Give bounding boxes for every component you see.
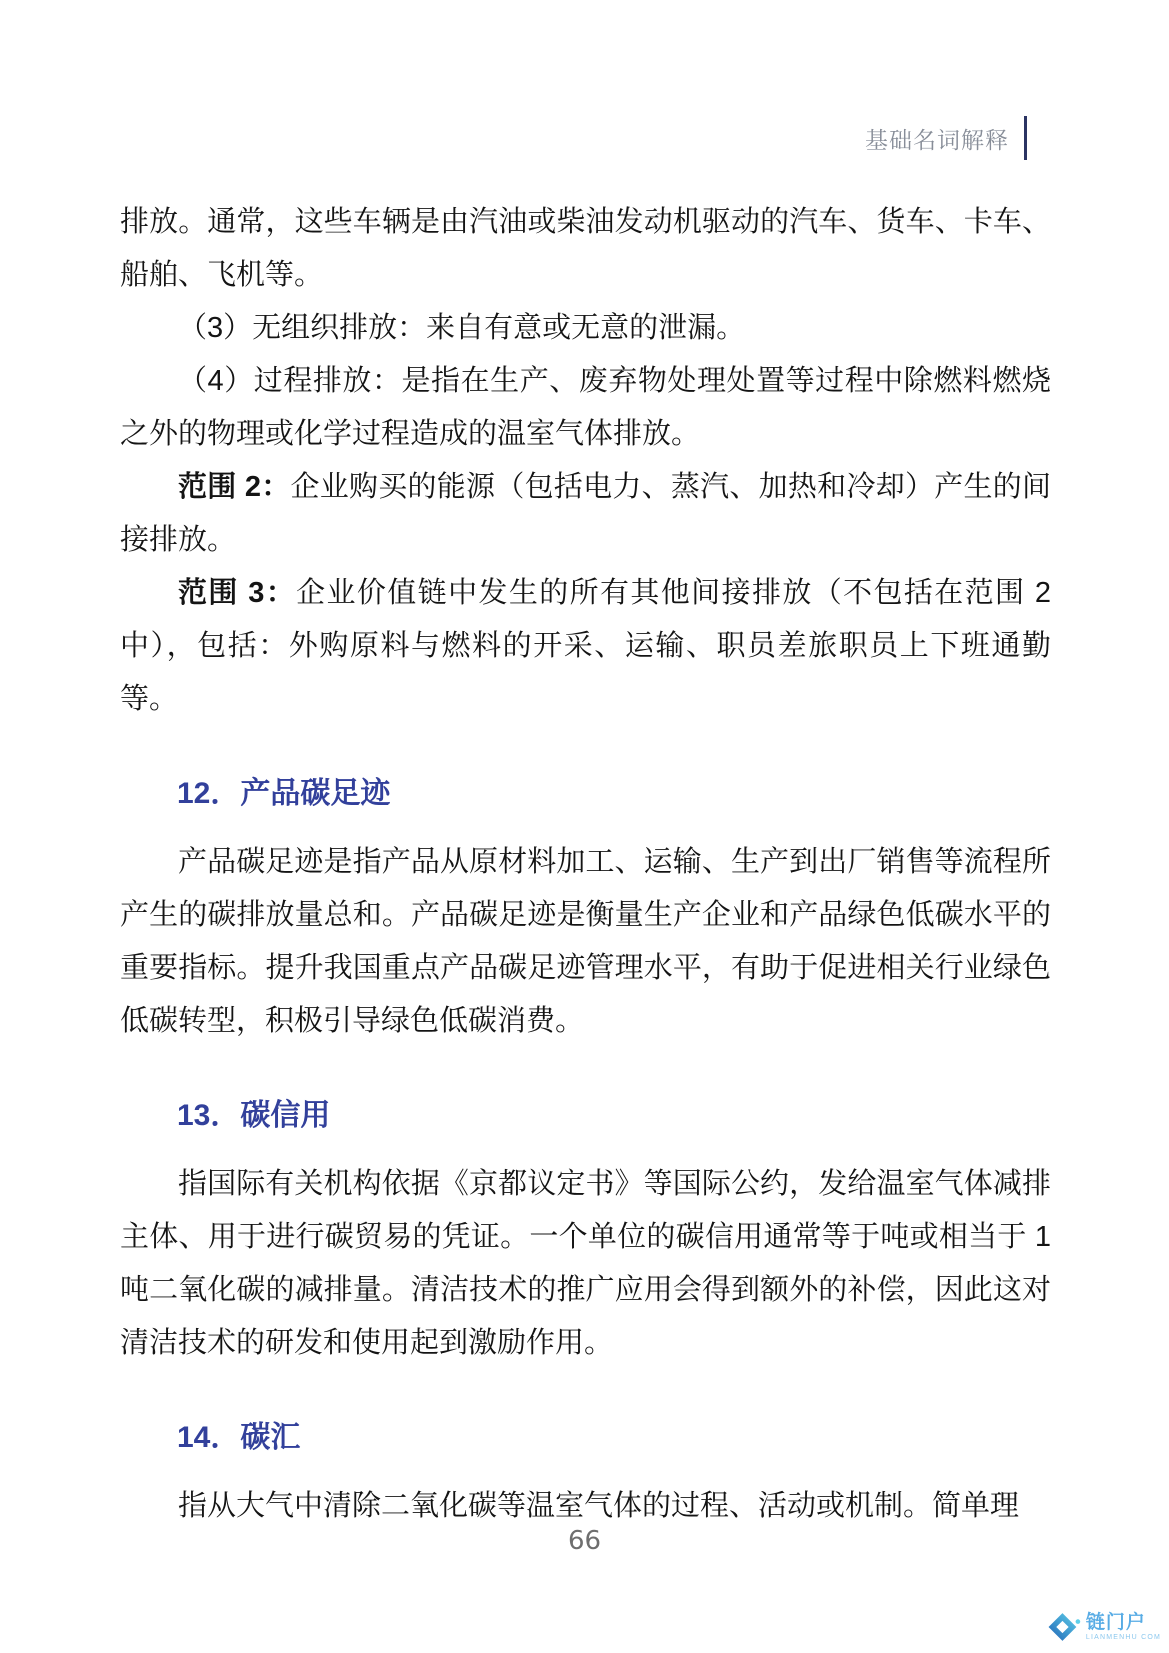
logo-domain: LIANMENHU COM [1085,1634,1161,1641]
scope-2-label: 范围 2： [178,471,291,503]
lianmenhu-logo [1047,1610,1161,1644]
logo-name: 链门户 [1085,1612,1146,1633]
paragraph-section-14: 指从大气中清除二氧化碳等温室气体的过程、活动或机制。简单理 [178,1490,1020,1522]
paragraph-scope-3 [120,567,1051,726]
paragraph-scope-2 [120,461,1051,567]
paragraph-section-12: 产品碳足迹是指产品从原材料加工、运输、生产到出厂销售等流程所产生的碳排放量总和。产品碳足迹是衡量生产企业和产品绿色低碳水平的重要指标。提升我国重点产品碳足迹管理水平，有助于促进相关行业绿色低碳转型，积极引导绿色低碳消费。 [120,846,1051,1037]
header-accent-bar [1024,116,1027,160]
paragraph-item-4: （4）过程排放：是指在生产、废弃物处理处置等过程中除燃料燃烧之外的物理或化学过程造成的温室气体排放。 [120,365,1051,450]
scope-3-label: 范围 3： [178,577,297,609]
logo-text [1086,1613,1161,1641]
paragraph-section-13: 指国际有关机构依据《京都议定书》等国际公约，发给温室气体减排主体、用于进行碳贸易的凭证。一个单位的碳信用通常等于吨或相当于 1 吨二氧化碳的减排量。清洁技术的推广应用会得到额外的补偿，因此这对清洁技术的研发和使用起到激励作用。 [120,1168,1051,1359]
page-footer [0,1526,1169,1556]
section-heading-14: 14．碳汇 [177,1421,301,1454]
section-heading-13: 13．碳信用 [177,1099,331,1132]
page-header [865,116,1027,160]
paragraph-intro-continuation: 排放。通常，这些车辆是由汽油或柴油发动机驱动的汽车、货车、卡车、船舶、飞机等。 [120,206,1051,291]
scope-3-text: 企业价值链中发生的所有其他间接排放（不包括在范围 2 中），包括：外购原料与燃料的开采、运输、职员差旅职员上下班通勤等。 [120,577,1051,715]
scope-2-text: 企业购买的能源（包括电力、蒸汽、加热和冷却）产生的间接排放。 [120,471,1051,556]
document-body [120,196,1051,1533]
diamond-logo-icon [1047,1610,1081,1644]
paragraph-item-3: （3）无组织排放：来自有意或无意的泄漏。 [178,312,746,344]
section-heading-12: 12．产品碳足迹 [177,777,391,810]
header-title: 基础名词解释 [865,126,1009,153]
page-number: 66 [567,1526,602,1556]
